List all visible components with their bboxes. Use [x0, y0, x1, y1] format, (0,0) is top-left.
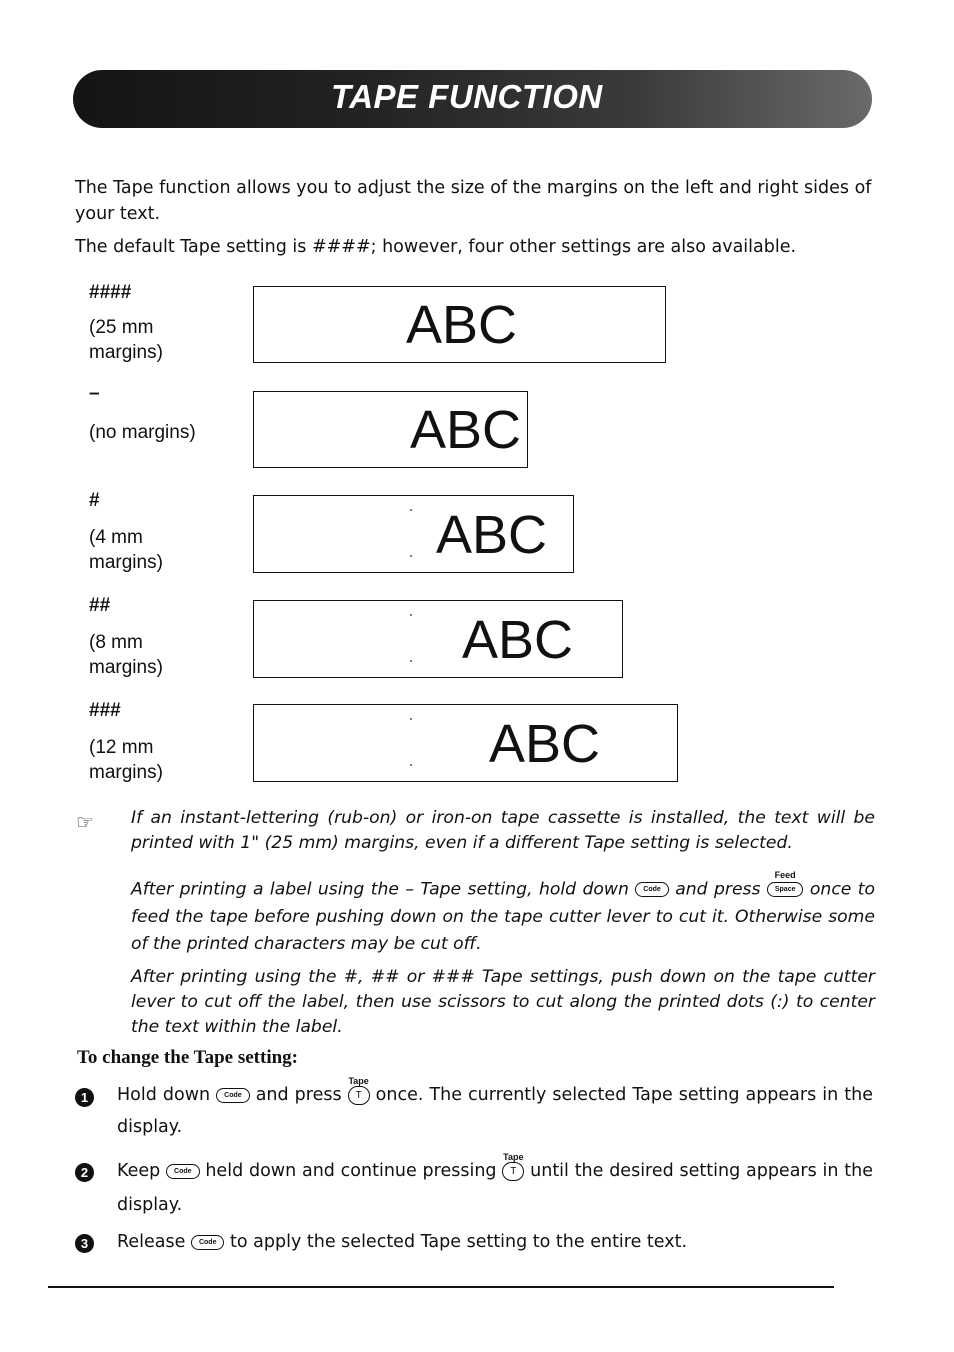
feed-key-caption: Feed [774, 870, 796, 880]
tape-key-icon: T [502, 1162, 524, 1181]
setting-code: ## [89, 595, 111, 616]
step-text-part: Keep [117, 1161, 161, 1181]
step-text-part: Release [117, 1232, 186, 1252]
step-number: 3 [75, 1234, 94, 1253]
step-text [117, 1154, 873, 1222]
code-key-icon: Code [216, 1088, 250, 1103]
cut-dots [410, 505, 413, 565]
step-text-part: and press [255, 1085, 342, 1105]
note-tape-cassette: If an instant-lettering (rub-on) or iron-on tape cassette is installed, the text will be printed with 1" (25 mm) margins, even if a different Tape setting is selected. [131, 808, 875, 853]
step-number: 1 [75, 1088, 94, 1107]
tape-key-caption: Tape [503, 1152, 524, 1162]
step-text-part: once. The currently selected Tape setting appears in the display. [117, 1085, 873, 1137]
note-no-margins [131, 870, 876, 958]
tape-key-icon: T [348, 1086, 370, 1105]
step-number: 2 [75, 1163, 94, 1182]
intro-paragraph: The Tape function allows you to adjust the size of the margins on the left and right sides of your text. [75, 178, 872, 224]
feed-key [767, 870, 804, 903]
note-text: After printing a label using the – Tape setting, hold down [131, 879, 629, 900]
tape-key [348, 1076, 370, 1111]
sample-text: ABC [489, 714, 601, 774]
space-key-icon: Space [767, 882, 804, 897]
footer-rule [48, 1286, 834, 1288]
setting-desc: (no margins) [89, 422, 196, 443]
code-key-icon: Code [635, 882, 669, 897]
cut-dots [410, 714, 413, 774]
step-text [117, 1076, 873, 1143]
setting-code: # [89, 490, 100, 511]
procedure-heading: To change the Tape setting: [77, 1047, 298, 1068]
cut-dots [410, 610, 413, 670]
step-text-part: until the desired setting appears in the display. [117, 1161, 873, 1215]
note-cut-dots: After printing using the #, ## or ### Tape settings, push down on the tape cutter lever to cut off the label, then use scissors to cut along the printed dots (:) to center the text within the label. [131, 967, 875, 1037]
setting-desc: (12 mm margins) [89, 737, 163, 783]
page-title: TAPE FUNCTION [331, 78, 603, 115]
setting-code: – [89, 383, 100, 404]
setting-desc: (8 mm margins) [89, 632, 163, 678]
step-text [117, 1226, 873, 1258]
code-key-icon: Code [191, 1235, 225, 1250]
tape-sample-box [253, 704, 678, 782]
step-text-part: Hold down [117, 1085, 211, 1105]
sample-text: ABC [462, 610, 574, 670]
step-text-part: to apply the selected Tape setting to the entire text. [230, 1232, 688, 1252]
setting-code: #### [89, 282, 132, 303]
note-text: once to feed the tape before pushing down on the tape cutter lever to cut it. Otherwise some of the printed characters may be cut off. [131, 879, 876, 954]
tape-key [502, 1154, 524, 1188]
setting-desc: (4 mm margins) [89, 527, 163, 573]
code-key-icon: Code [166, 1164, 200, 1179]
default-setting-paragraph: The default Tape setting is ####; however, four other settings are also available. [75, 237, 797, 257]
tape-key-caption: Tape [348, 1076, 369, 1086]
pointing-hand-icon: ☞ [76, 812, 94, 834]
setting-code: ### [89, 700, 121, 721]
note-text: and press [675, 879, 761, 900]
sample-text: ABC [406, 295, 518, 355]
setting-desc: (25 mm margins) [89, 317, 163, 363]
sample-text: ABC [436, 505, 548, 565]
step-text-part: held down and continue pressing [205, 1161, 497, 1181]
sample-text: ABC [410, 400, 522, 460]
